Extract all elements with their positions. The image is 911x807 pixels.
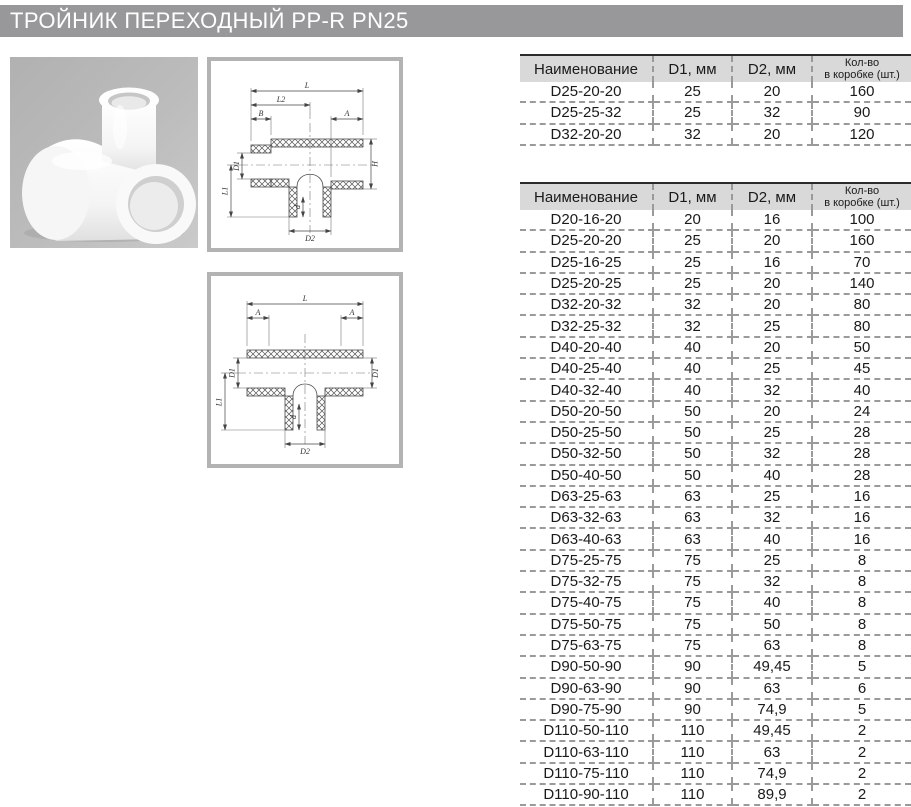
table-cell: 40 [653, 379, 732, 400]
table-cell: 25 [732, 315, 812, 336]
table-cell: 75 [653, 614, 732, 635]
table-cell: 20 [732, 82, 812, 102]
table-cell: D110-63-110 [520, 741, 653, 762]
table-cell: 8 [812, 592, 911, 613]
table-row [520, 230, 911, 251]
table-cell: D50-25-50 [520, 422, 653, 443]
table-cell: D90-75-90 [520, 699, 653, 720]
table-cell: 63 [653, 528, 732, 549]
column-header-d2: D2, мм [732, 183, 812, 210]
table-cell: 50 [732, 614, 812, 635]
table-cell: D50-32-50 [520, 443, 653, 464]
column-header-d1: D1, мм [653, 183, 732, 210]
table-cell: 80 [812, 315, 911, 336]
table-cell: 32 [732, 507, 812, 528]
table-cell: D90-63-90 [520, 678, 653, 699]
table-row [520, 784, 911, 805]
table-row [520, 210, 911, 230]
column-header-name: Наименование [520, 55, 653, 82]
table-cell: 2 [812, 741, 911, 762]
dim-label-A: A [344, 109, 350, 118]
table-cell: 63 [653, 486, 732, 507]
table-row [520, 763, 911, 784]
table-cell: 50 [653, 443, 732, 464]
table-cell: D25-20-20 [520, 230, 653, 251]
table-cell: D63-32-63 [520, 507, 653, 528]
table-cell: 25 [653, 230, 732, 251]
table-cell: D20-16-20 [520, 210, 653, 230]
table-cell: 90 [653, 699, 732, 720]
table-cell: 8 [812, 550, 911, 571]
table-header-row [520, 55, 911, 82]
table-cell: 50 [653, 401, 732, 422]
table-cell: D32-25-32 [520, 315, 653, 336]
table-cell: 8 [812, 635, 911, 656]
table-cell: 32 [732, 379, 812, 400]
table-cell: 110 [653, 720, 732, 741]
table-row [520, 465, 911, 486]
column-header-qty: Кол-во в коробке (шт.) [812, 183, 911, 210]
table-cell: 16 [812, 507, 911, 528]
table-cell: 63 [732, 635, 812, 656]
spec-table-1 [520, 54, 911, 146]
dim-label-L: L [304, 81, 310, 90]
table-cell: D40-20-40 [520, 337, 653, 358]
table-cell: 75 [653, 592, 732, 613]
table-cell: 20 [732, 273, 812, 294]
table-cell: 49,45 [732, 720, 812, 741]
table-cell: D110-50-110 [520, 720, 653, 741]
table-cell: D110-75-110 [520, 763, 653, 784]
table-row [520, 102, 911, 123]
table-cell: 90 [653, 678, 732, 699]
table-row [520, 656, 911, 677]
table-cell: 32 [732, 443, 812, 464]
table-row [520, 358, 911, 379]
table-cell: 6 [812, 678, 911, 699]
column-header-name: Наименование [520, 183, 653, 210]
table-cell: 28 [812, 422, 911, 443]
dim-label-A-left: A [255, 308, 261, 317]
table-cell: D110-90-110 [520, 784, 653, 805]
table-cell: 40 [732, 592, 812, 613]
table-cell: 50 [812, 337, 911, 358]
table-row [520, 401, 911, 422]
dim-label-D2: D2 [305, 234, 315, 243]
table-cell: 40 [812, 379, 911, 400]
table-cell: 16 [812, 486, 911, 507]
table-cell: 25 [732, 550, 812, 571]
table-row [520, 273, 911, 294]
table-cell: 49,45 [732, 656, 812, 677]
table-row [520, 337, 911, 358]
table-row [520, 82, 911, 102]
table-cell: 45 [812, 358, 911, 379]
table-cell: D75-63-75 [520, 635, 653, 656]
dim-label-d: d [293, 205, 302, 209]
table-cell: 50 [653, 465, 732, 486]
table-row [520, 315, 911, 336]
table-cell: 5 [812, 699, 911, 720]
table-cell: D32-20-32 [520, 294, 653, 315]
table-row [520, 592, 911, 613]
table-cell: 40 [732, 465, 812, 486]
table-row [520, 614, 911, 635]
table-cell: 32 [653, 294, 732, 315]
table-cell: 63 [732, 678, 812, 699]
table-cell: 28 [812, 465, 911, 486]
table-row [520, 571, 911, 592]
table-cell: 2 [812, 720, 911, 741]
table-cell: 89,9 [732, 784, 812, 805]
table-row [520, 699, 911, 720]
table-cell: 16 [812, 528, 911, 549]
table-cell: 160 [812, 230, 911, 251]
technical-drawing-1 [207, 57, 403, 252]
table-cell: 74,9 [732, 763, 812, 784]
table-row [520, 507, 911, 528]
table-cell: D40-25-40 [520, 358, 653, 379]
table-cell: 2 [812, 763, 911, 784]
column-header-qty: Кол-во в коробке (шт.) [812, 55, 911, 82]
table-cell: D25-25-32 [520, 102, 653, 123]
page-title: ТРОЙНИК ПЕРЕХОДНЫЙ PP-R PN25 [10, 8, 409, 33]
table-cell: 20 [732, 401, 812, 422]
spec-table-2 [520, 182, 911, 806]
table-cell: D63-25-63 [520, 486, 653, 507]
table-cell: D75-40-75 [520, 592, 653, 613]
table-cell: 75 [653, 571, 732, 592]
table-cell: D90-50-90 [520, 656, 653, 677]
dim-label-L2: L2 [276, 95, 286, 104]
table-cell: 50 [653, 422, 732, 443]
table-cell: 32 [653, 315, 732, 336]
table-cell: 2 [812, 784, 911, 805]
table-cell: 74,9 [732, 699, 812, 720]
page-title-bar [0, 5, 903, 37]
table-cell: 110 [653, 784, 732, 805]
table-cell: 16 [732, 252, 812, 273]
table-cell: 90 [653, 656, 732, 677]
table-row [520, 124, 911, 145]
table-cell: D25-20-20 [520, 82, 653, 102]
table-cell: 20 [732, 230, 812, 251]
table-cell: 8 [812, 571, 911, 592]
table-row [520, 720, 911, 741]
table-cell: 20 [732, 337, 812, 358]
table-cell: 40 [653, 358, 732, 379]
table-cell: D32-20-20 [520, 124, 653, 145]
table-cell: 8 [812, 614, 911, 635]
table-cell: 40 [732, 528, 812, 549]
table-cell: 63 [653, 507, 732, 528]
table-row [520, 294, 911, 315]
table-cell: 80 [812, 294, 911, 315]
table-cell: 32 [732, 102, 812, 123]
tee-fitting-image [10, 57, 198, 248]
table-cell: 75 [653, 550, 732, 571]
table-cell: 20 [732, 294, 812, 315]
product-photo [10, 57, 198, 248]
table-cell: 25 [653, 102, 732, 123]
table-cell: 25 [653, 252, 732, 273]
table-cell: 32 [653, 124, 732, 145]
table-cell: 75 [653, 635, 732, 656]
table-cell: 25 [732, 422, 812, 443]
table-header-row [520, 183, 911, 210]
table-cell: 140 [812, 273, 911, 294]
table-cell: 100 [812, 210, 911, 230]
table-cell: 20 [653, 210, 732, 230]
table-row [520, 528, 911, 549]
table-cell: 20 [732, 124, 812, 145]
table-row [520, 422, 911, 443]
dim-label-L1: L1 [220, 186, 230, 196]
table-row [520, 379, 911, 400]
table-cell: D25-16-25 [520, 252, 653, 273]
column-header-d2: D2, мм [732, 55, 812, 82]
table-row [520, 678, 911, 699]
table-cell: 25 [653, 273, 732, 294]
table-row [520, 486, 911, 507]
table-cell: 110 [653, 741, 732, 762]
technical-drawing-2 [207, 272, 403, 468]
table-row [520, 252, 911, 273]
table-cell: 16 [732, 210, 812, 230]
table-row [520, 550, 911, 571]
table-cell: 25 [732, 486, 812, 507]
table-cell: 28 [812, 443, 911, 464]
table-cell: 90 [812, 102, 911, 123]
dim-label-D1-left: D1 [227, 368, 237, 378]
table-cell: 160 [812, 82, 911, 102]
table-cell: 110 [653, 763, 732, 784]
table-cell: 40 [653, 337, 732, 358]
dim-label-d: d [289, 415, 298, 419]
table-cell: D25-20-25 [520, 273, 653, 294]
table-cell: 25 [732, 358, 812, 379]
table-cell: 32 [732, 571, 812, 592]
table-cell: 120 [812, 124, 911, 145]
dim-label-B: B [258, 109, 264, 118]
table-cell: D75-32-75 [520, 571, 653, 592]
table-cell: D63-40-63 [520, 528, 653, 549]
table-cell: D50-40-50 [520, 465, 653, 486]
dim-label-H: H [370, 161, 380, 167]
table-cell: 5 [812, 656, 911, 677]
table-cell: D75-25-75 [520, 550, 653, 571]
column-header-d1: D1, мм [653, 55, 732, 82]
dim-label-A-right: A [349, 308, 355, 317]
dim-label-D1-right: D1 [371, 368, 380, 378]
table-cell: D40-32-40 [520, 379, 653, 400]
table-cell: D50-20-50 [520, 401, 653, 422]
table-cell: 24 [812, 401, 911, 422]
table-cell: 63 [732, 741, 812, 762]
table-cell: 70 [812, 252, 911, 273]
table-cell: D75-50-75 [520, 614, 653, 635]
table-row [520, 741, 911, 762]
table-row [520, 635, 911, 656]
dim-label-D2: D2 [300, 447, 310, 456]
table-cell: 25 [653, 82, 732, 102]
dim-label-D1: D1 [232, 161, 241, 171]
table-row [520, 443, 911, 464]
dim-label-L1: L1 [214, 397, 224, 407]
dim-label-L: L [302, 294, 308, 303]
